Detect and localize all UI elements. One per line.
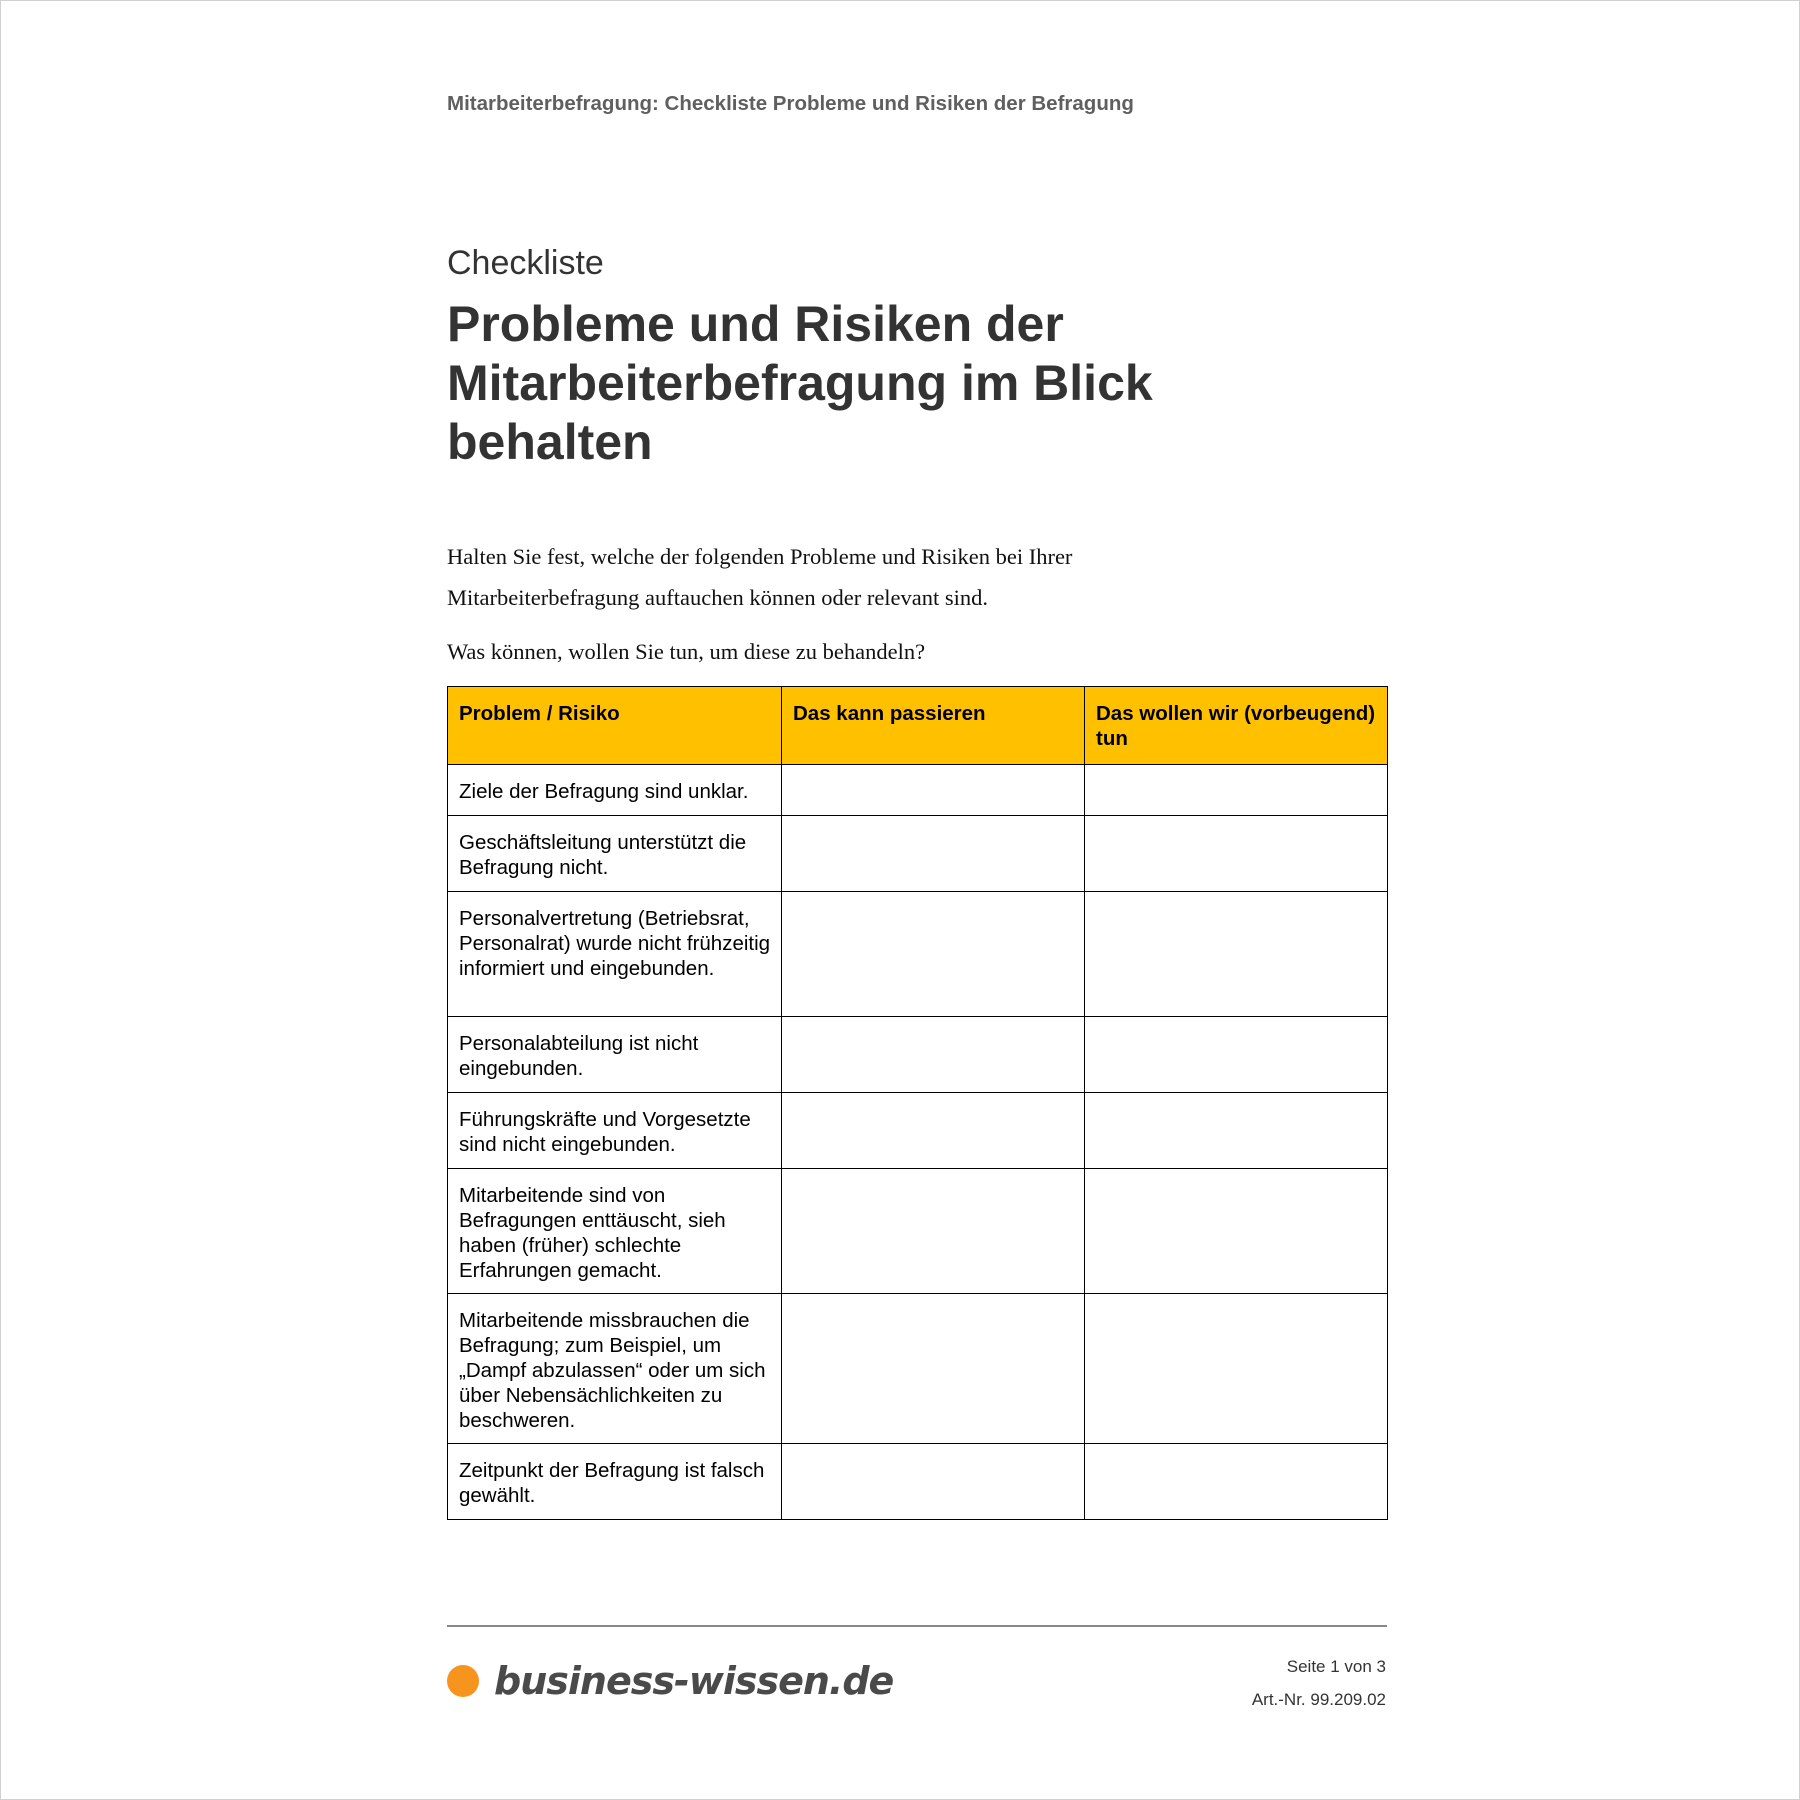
table-row (448, 892, 1388, 1017)
problem-cell: Mitarbeitende missbrauchen die Befragung; zum Beispiel, um „Dampf abzulassen“ oder um sich über Nebensächlichkeiten zu beschweren. (448, 1294, 782, 1444)
problem-cell: Führungskräfte und Vorgesetzte sind nicht eingebunden. (448, 1093, 782, 1169)
intro-text (447, 536, 1247, 672)
checklist-table (447, 686, 1388, 1520)
problem-cell: Zeitpunkt der Befragung ist falsch gewählt. (448, 1444, 782, 1520)
action-cell[interactable] (1085, 1169, 1388, 1294)
column-header-problem: Problem / Risiko (448, 687, 782, 765)
table-row (448, 1017, 1388, 1093)
action-cell[interactable] (1085, 1294, 1388, 1444)
table-row (448, 765, 1388, 816)
problem-cell: Ziele der Befragung sind unklar. (448, 765, 782, 816)
intro-question: Was können, wollen Sie tun, um diese zu behandeln? (447, 639, 926, 664)
brand-logo (447, 1659, 893, 1703)
table-header-row (448, 687, 1388, 765)
action-cell[interactable] (1085, 1444, 1388, 1520)
consequence-cell[interactable] (782, 1294, 1085, 1444)
consequence-cell[interactable] (782, 1169, 1085, 1294)
consequence-cell[interactable] (782, 1017, 1085, 1093)
problem-cell: Personalvertretung (Betriebsrat, Personalrat) wurde nicht frühzeitig informiert und eingebunden. (448, 892, 782, 1017)
column-header-action: Das wollen wir (vorbeugend) tun (1085, 687, 1388, 765)
article-number: Art.-Nr. 99.209.02 (1251, 1690, 1386, 1709)
problem-cell: Mitarbeitende sind von Befragungen enttäuscht, sieh haben (früher) schlechte Erfahrungen gemacht. (448, 1169, 782, 1294)
page-number: Seite 1 von 3 (1286, 1657, 1386, 1676)
action-cell[interactable] (1085, 765, 1388, 816)
action-cell[interactable] (1085, 816, 1388, 892)
document-title: Probleme und Risiken der Mitarbeiterbefragung im Blick behalten (447, 296, 1153, 470)
table-row (448, 1444, 1388, 1520)
footer-divider (447, 1625, 1387, 1627)
page-info (1252, 1650, 1386, 1716)
logo-wordmark: business-wissen.de (494, 1659, 894, 1703)
table-row (448, 1169, 1388, 1294)
consequence-cell[interactable] (782, 892, 1085, 1017)
consequence-cell[interactable] (782, 1093, 1085, 1169)
table-row (448, 1294, 1388, 1444)
action-cell[interactable] (1085, 892, 1388, 1017)
document-kicker: Checkliste (447, 244, 604, 282)
action-cell[interactable] (1085, 1017, 1388, 1093)
problem-cell: Personalabteilung ist nicht eingebunden. (448, 1017, 782, 1093)
consequence-cell[interactable] (782, 765, 1085, 816)
table-row (448, 1093, 1388, 1169)
column-header-consequence: Das kann passieren (782, 687, 1085, 765)
logo-dot-icon (447, 1665, 479, 1697)
intro-paragraph: Halten Sie fest, welche der folgenden Probleme und Risiken bei Ihrer Mitarbeiterbefragung auftauchen können oder relevant sind. (447, 544, 1073, 610)
action-cell[interactable] (1085, 1093, 1388, 1169)
consequence-cell[interactable] (782, 816, 1085, 892)
consequence-cell[interactable] (782, 1444, 1085, 1520)
running-header: Mitarbeiterbefragung: Checkliste Probleme und Risiken der Befragung (447, 92, 1134, 115)
problem-cell: Geschäftsleitung unterstützt die Befragung nicht. (448, 816, 782, 892)
table-row (448, 816, 1388, 892)
